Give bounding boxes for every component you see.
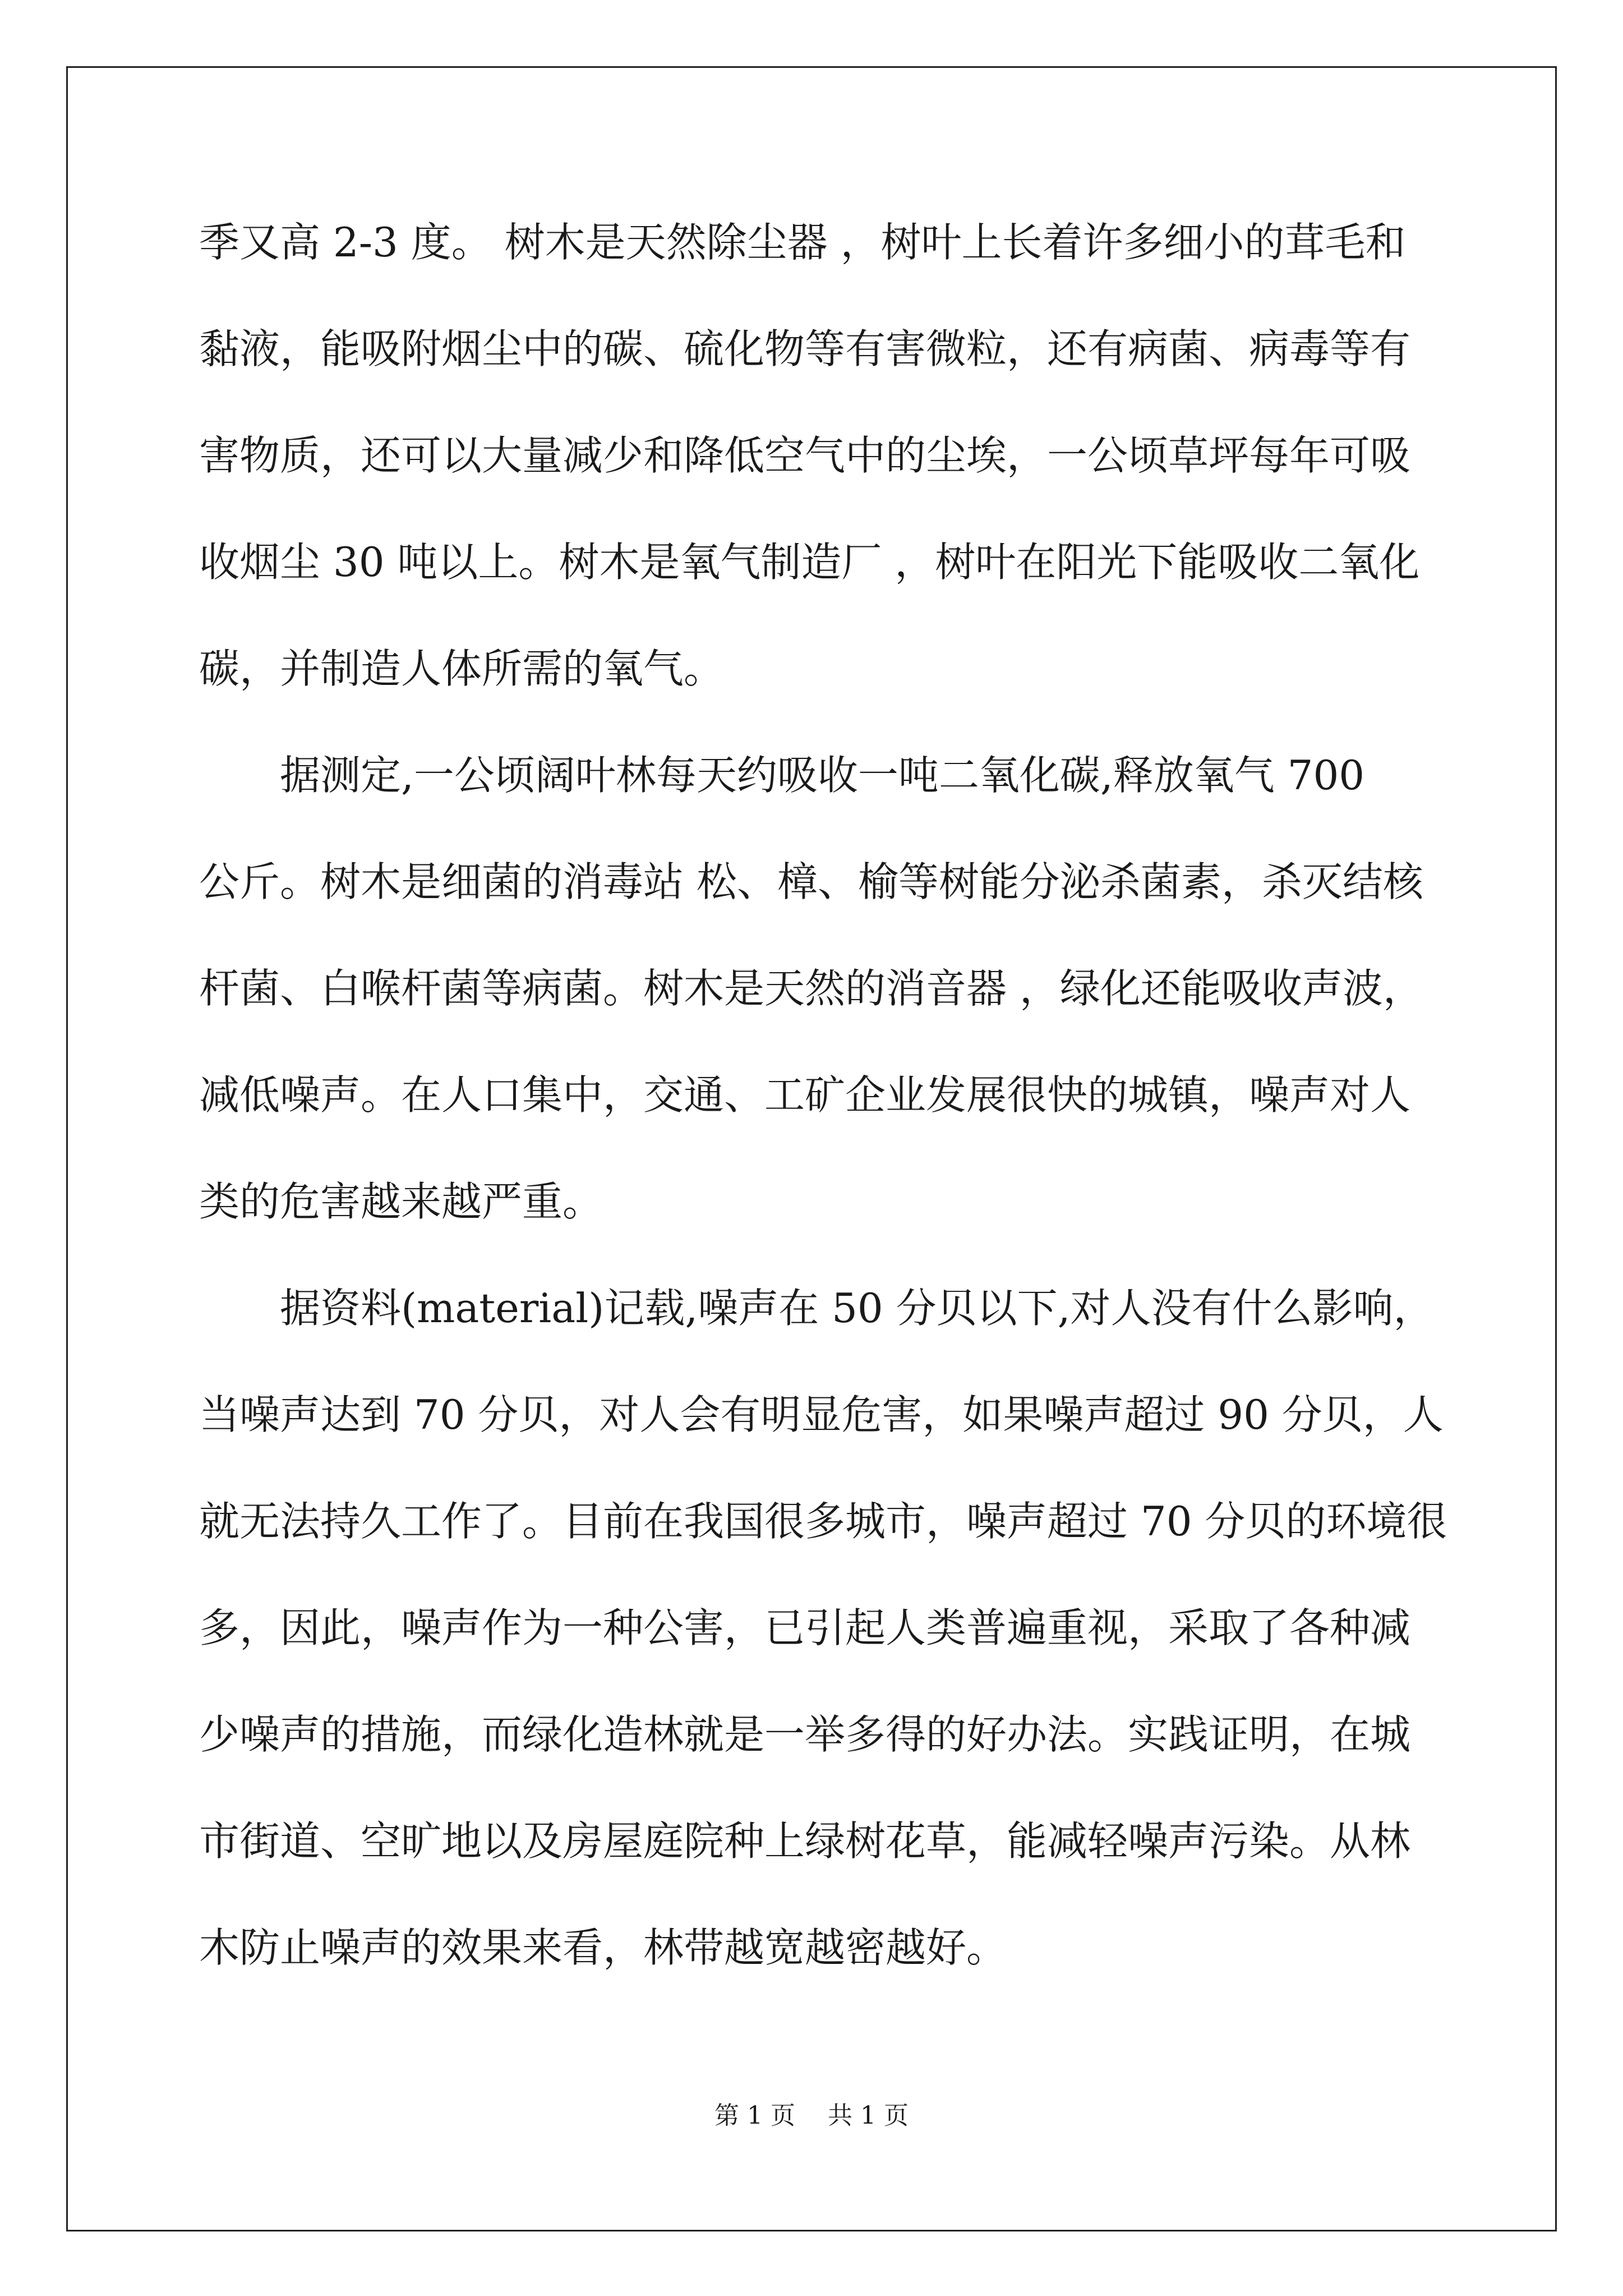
paragraph-2-line: 减低噪声。在人口集中，交通、工矿企业发展很快的城镇，噪声对人: [199, 1071, 1411, 1119]
paragraph-2-line: 公斤。树木是细菌的消毒站 松、樟、榆等树能分泌杀菌素，杀灭结核: [199, 858, 1423, 905]
paragraph-2-line: 杆菌、白喉杆菌等病菌。树木是天然的消音器 ，绿化还能吸收声波，: [199, 965, 1423, 1012]
paragraph-3-line: 多，因此，噪声作为一种公害，已引起人类普遍重视，采取了各种减: [199, 1604, 1411, 1651]
paragraph-2-line: 类的危害越来越严重。: [199, 1178, 603, 1225]
paragraph-1-line: 黏液，能吸附烟尘中的碳、硫化物等有害微粒，还有病菌、病毒等有: [199, 325, 1411, 372]
paragraph-3-line: 木防止噪声的效果来看，林带越宽越密越好。: [199, 1924, 1007, 1971]
page-footer: [0, 2095, 1623, 2131]
page-number: 第 1 页: [714, 2101, 795, 2130]
page-total: 共 1 页: [828, 2101, 909, 2130]
paragraph-1-line: 季又高 2-3 度。 树木是天然除尘器 ，树叶上长着许多细小的茸毛和: [199, 219, 1406, 266]
paragraph-1-line: 害物质，还可以大量减少和降低空气中的尘埃，一公顷草坪每年可吸: [199, 432, 1411, 479]
paragraph-3-line: 当噪声达到 70 分贝，对人会有明显危害，如果噪声超过 90 分贝，人: [199, 1391, 1444, 1438]
paragraph-1-line: 碳，并制造人体所需的氧气。: [199, 645, 725, 692]
paragraph-1-line: 收烟尘 30 吨以上。树木是氧气制造厂 ，树叶在阳光下能吸收二氧化: [199, 539, 1420, 586]
paragraph-3-line: 就无法持久工作了。目前在我国很多城市，噪声超过 70 分贝的环境很: [199, 1498, 1447, 1545]
paragraph-3-line: 市街道、空旷地以及房屋庭院种上绿树花草，能减轻噪声污染。从林: [199, 1818, 1411, 1865]
paragraph-2-line: 据测定,一公顷阔叶林每天约吸收一吨二氧化碳,释放氧气 700: [280, 752, 1365, 799]
paragraph-3-line: 少噪声的措施，而绿化造林就是一举多得的好办法。实践证明，在城: [199, 1711, 1411, 1758]
paragraph-3-line: 据资料(material)记载,噪声在 50 分贝以下,对人没有什么影响，: [280, 1285, 1434, 1332]
document-body: [199, 203, 1447, 2015]
